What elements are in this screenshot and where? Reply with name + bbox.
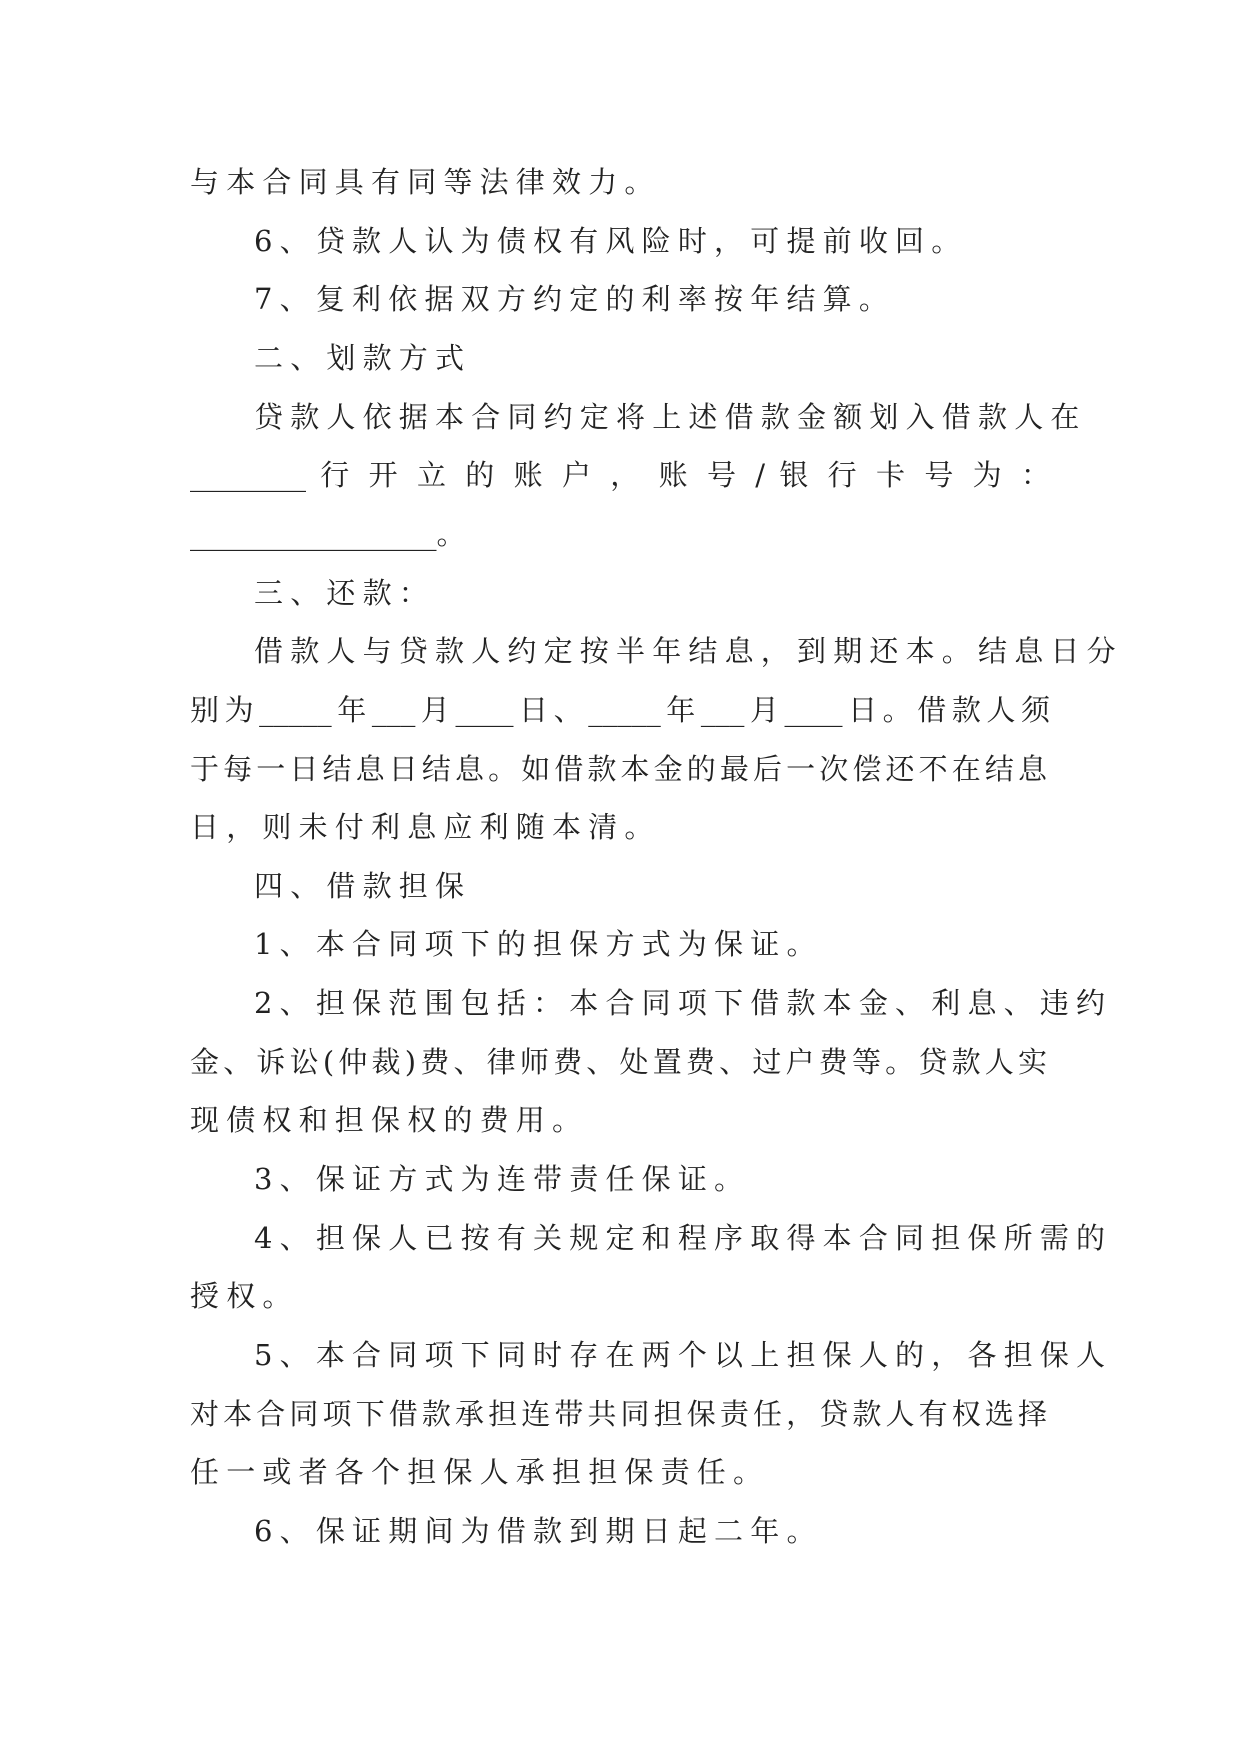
- text-line: 与本合同具有同等法律效力。: [190, 165, 661, 199]
- text-line: 3、保证方式为连带责任保证。: [254, 1162, 751, 1196]
- text-line: _________________。: [190, 517, 466, 551]
- text-line: 2、担保范围包括：本合同项下借款本金、利息、违约: [254, 986, 1113, 1020]
- text-line: 现债权和担保权的费用。: [190, 1103, 589, 1137]
- section-heading: 四、借款担保: [254, 869, 472, 903]
- text-line: 日，则未付利息应利随本清。: [190, 810, 661, 844]
- text-line: 贷款人依据本合同约定将上述借款金额划入借款人在: [254, 400, 1087, 434]
- text-line: 授权。: [190, 1279, 299, 1313]
- text-line: 5、本合同项下同时存在两个以上担保人的，各担保人: [254, 1338, 1113, 1372]
- text-line: 金、诉讼(仲裁)费、律师费、处置费、过户费等。贷款人实: [190, 1045, 1050, 1079]
- text-line: 对本合同项下借款承担连带共同担保责任，贷款人有权选择: [190, 1397, 1050, 1431]
- text-line: 借款人与贷款人约定按半年结息，到期还本。结息日分: [254, 634, 1123, 668]
- text-line: 4、担保人已按有关规定和程序取得本合同担保所需的: [254, 1221, 1113, 1255]
- section-heading: 三、还款：: [254, 576, 436, 610]
- text-line: 别为_____年___月____日、_____年___月____日。借款人须: [190, 693, 1050, 727]
- section-heading: 二、划款方式: [254, 341, 472, 375]
- text-line: 7、复利依据双方约定的利率按年结算。: [254, 282, 896, 316]
- text-line: 于每一日结息日结息。如借款本金的最后一次偿还不在结息: [190, 752, 1050, 786]
- text-line: 6、保证期间为借款到期日起二年。: [254, 1514, 823, 1548]
- text-line: 1、本合同项下的担保方式为保证。: [254, 927, 823, 961]
- text-line: ________ 行 开 立 的 账 户 ， 账 号 / 银 行 卡 号 为 ：: [190, 458, 1050, 492]
- text-line: 6、贷款人认为债权有风险时，可提前收回。: [254, 224, 968, 258]
- text-line: 任一或者各个担保人承担担保责任。: [190, 1455, 770, 1489]
